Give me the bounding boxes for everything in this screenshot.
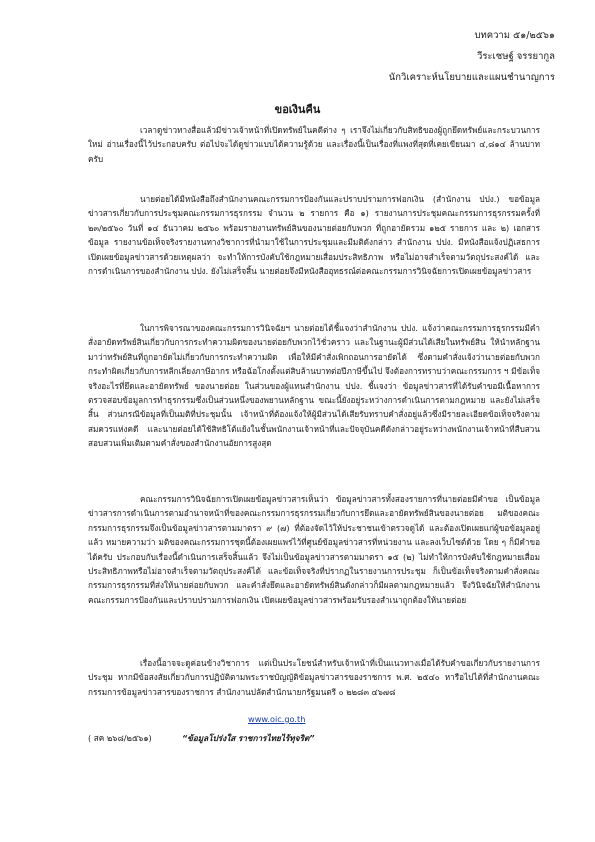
paragraph-intro: เวลาดูข่าวทางสื่อแล้วมีข่าวเจ้าหน้าที่เปิดทรัพย์ในคดีต่าง ๆ เราจึงไม่เกี่ยวกับสิทธิของผู้ถูกยึดทรัพย์และกระบวนการใหม่ อ่านเรื่องนี้ไว้ประกอบครับ ต่อไปจะได้ดูข่าวแบบได้ความรู้ด้วย และเรื่องนี้เป็นเรื่องที่แพงที่สุดที่เคยเขียนมา ๔,๘๑๔ ล้านบาทครับ — [88, 125, 540, 164]
paragraph-closing: เรื่องนี้อาจจะดูค่อนข้างวิชาการ แต่เป็นประโยชน์สำหรับเจ้าหน้าที่เป็นแนวทางเมื่อได้รับคำขอเกี่ยวกับรายงานการประชุม หากมีข้อสงสัยเกี่ยวกับการปฏิบัติตามพระราชบัญญัติข้อมูลข่าวสารของราชการ พ.ศ. ๒๕๔๐ หารือไปได้ที่สำนักงานคณะกรรมการข้อมูลข่าวสารของราชการ สำนักงานปลัดสำนักนายกรัฐมนตรี ๐ ๒๒๘๓ ๔๖๗๘ — [88, 658, 540, 697]
website-link-text[interactable]: www.oic.go.th — [248, 714, 306, 724]
slogan: “ข้อมูลโปร่งใส ราชการไทยไร้ทุจริต” — [182, 733, 315, 743]
document-number: บทความ ๕๑/๒๕๖๑ — [474, 30, 555, 41]
paragraph-request: นายต่อยได้มีหนังสือถึงสำนักงานคณะกรรมการป้องกันและปราบปรามการฟอกเงิน (สำนักงาน ปปง.) ขอข้อมูลข่าวสารเกี่ยวกับการประชุมคณะกรรมการธุรกรรม จำนวน ๒ รายการ คือ ๑) รายงานการประชุมคณะกรรมการธุรกรรมครั้งที่ ๒๓/๒๕๖๐ วันที่ ๑๔ ธันวาคม ๒๕๖๐ พร้อมรายงานทรัพย์สินของนายต่อยกับพวก ที่ถูกอายัดรวม ๑๒๕ รายการ และ ๒) เอกสารข้อมูล รายงานข้อเท็จจริงรายงานทางวิชาการที่นำมาใช้ในการประชุมและมีมติดังกล่าว สำนักงาน ปปง. มีหนังสือแจ้งปฏิเสธการเปิดเผยข้อมูลข่าวสารด้วยเหตุผลว่า จะทำให้การบังคับใช้กฎหมายเสื่อมประสิทธิภาพ หรือไม่อาจสำเร็จตามวัตถุประสงค์ได้ และการดำเนินการของสำนักงาน ปปง. ยังไม่เสร็จสิ้น นายต่อยจึงมีหนังสืออุทธรณ์ต่อคณะกรรมการวินิจฉัยการเปิดเผยข้อมูลข่าวสาร — [88, 194, 540, 277]
website-link[interactable] — [248, 712, 305, 726]
reference-number: ( สค ๒๖๘/๒๕๖๑) — [88, 733, 152, 743]
paragraph-ruling: คณะกรรมการวินิจฉัยการเปิดเผยข้อมูลข่าวสารเห็นว่า ข้อมูลข่าวสารทั้งสองรายการที่นายต่อยมีคำขอ เป็นข้อมูลข่าวสารการดำเนินการตามอำนาจหน้าที่ของคณะกรรมการธุรกรรมเกี่ยวกับการยึดและอายัดทรัพย์สินของนายต่อย มติของคณะกรรมการธุรกรรมจึงเป็นข้อมูลข่าวสารตามมาตรา ๙ (๗) ที่ต้องจัดไว้ให้ประชาชนเข้าตรวจดูได้ และต้องเปิดเผยแก่ผู้ขอข้อมูลอยู่แล้ว หมายความว่า มติของคณะกรรมการชุดนี้ต้องเผยแพร่ไว้ที่ศูนย์ข้อมูลข่าวสารที่หน่วยงาน และลงเว็บไซต์ด้วย โดย ๆ ก็มีคำขอได้ครับ ประกอบกับเรื่องนี้ดำเนินการเสร็จสิ้นแล้ว จึงไม่เป็นข้อมูลข่าวสารตามมาตรา ๑๕ (๒) ไม่ทำให้การบังคับใช้กฎหมายเสื่อมประสิทธิภาพหรือไม่อาจสำเร็จตามวัตถุประสงค์ได้ และข้อเท็จจริงที่ปรากฏในรายงานการประชุม ก็เป็นข้อเท็จจริงตามคำสั่งคณะกรรมการธุรกรรมที่ส่งให้นายต่อยกับพวก และคำสั่งยึดและอายัดทรัพย์สินดังกล่าวก็มีผลตามกฎหมายแล้ว จึงวินิจฉัยให้สำนักงานคณะกรรมการป้องกันและปราบปรามการฟอกเงิน เปิดเผยข้อมูลข่าวสารพร้อมรับรองสำเนาถูกต้องให้นายต่อย — [88, 494, 540, 605]
paragraph-hearing: ในการพิจารณาของคณะกรรมการวินิจฉัยฯ นายต่อยได้ชี้แจงว่าสำนักงาน ปปง. แจ้งว่าคณะกรรมการธุรกรรมมีคำสั่งอายัดทรัพย์สินเกี่ยวกับการกระทำความผิดของนายต่อยกับพวกไว้ชั่วคราว และในฐานะผู้มีส่วนได้เสียในทรัพย์สิน ให้นำหลักฐานมาว่าทรัพย์สินที่ถูกอายัดไม่เกี่ยวกับการกระทำความผิด เพื่อให้มีคำสั่งเพิกถอนการอายัดได้ ซึ่งตามคำสั่งแจ้งว่านายต่อยกับพวกกระทำผิดเกี่ยวกับการหลีกเลี่ยงภาษีอากร หรือฉ้อโกงตั้งแต่สิบล้านบาทต่อปีภาษีขึ้นไป จึงต้องการทราบว่าคณะกรรมการ ฯ มีข้อเท็จจริงอะไรที่ยึดและอายัดทรัพย์ ของนายต่อย ในส่วนของผู้แทนสำนักงาน ปปง. ชี้แจงว่า ข้อมูลข่าวสารที่ได้รับคำขอมีเนื้อหาการตรวจสอบข้อมูลการทำธุรกรรมซึ่งเป็นส่วนหนึ่งของพยานหลักฐาน ขณะนี้ยังอยู่ระหว่างการดำเนินการตามกฎหมาย และยังไม่เสร็จสิ้น ส่วนกรณีข้อมูลที่เป็นมติที่ประชุมนั้น เจ้าหน้าที่ต้องแจ้งให้ผู้มีส่วนได้เสียรับทราบคำสั่งอยู่แล้วซึ่งมีรายละเอียดข้อเท็จจริงตามสมควรแห่งคดี และนายต่อยได้ใช้สิทธิโต้แย้งในชั้นพนักงานเจ้าหน้าที่และปัจจุบันคดีดังกล่าวอยู่ระหว่างพนักงานเจ้าหน้าที่สืบสวนสอบสวนเพิ่มเติมตามคำสั่งของสำนักงานอัยการสูงสุด — [88, 323, 541, 449]
author-name: วีระเชษฐ์ จรรยากูล — [476, 51, 555, 62]
author-position: นักวิเคราะห์นโยบายและแผนชำนาญการ — [388, 72, 555, 83]
article-title: ขอเงินคืน — [274, 103, 321, 116]
